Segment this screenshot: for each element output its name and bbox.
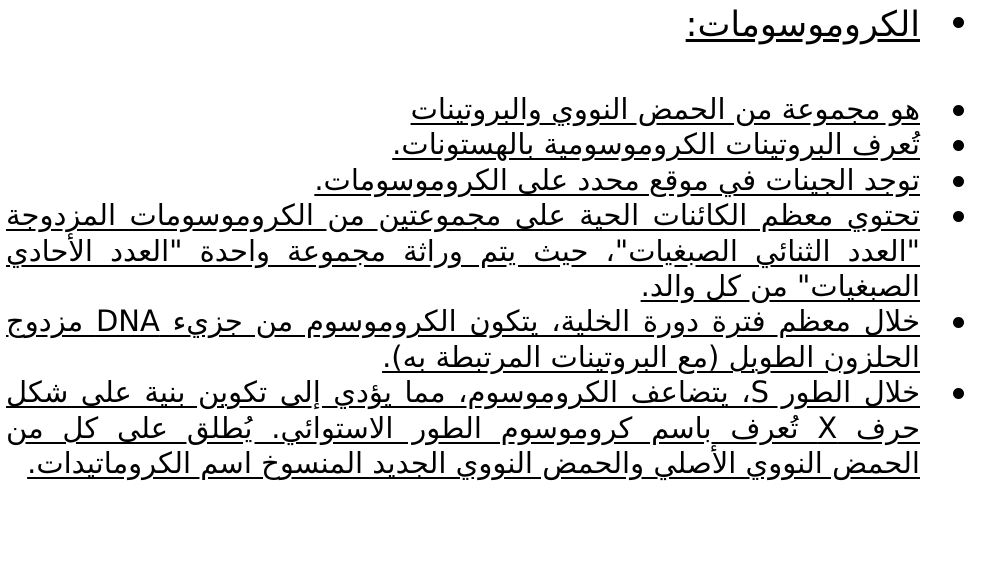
bullet-icon <box>953 176 964 187</box>
list-item-text: تحتوي معظم الكائنات الحية على مجموعتين من الكروموسومات المزدوجة "العدد الثنائي الصبغيات"، حيث يتم وراثة مجموعة واحدة "العدد الأحادي الصبغيات" من كل والد. <box>6 198 920 304</box>
list-item-text: توجد الجينات في موقع محدد على الكروموسومات. <box>314 162 920 197</box>
list-item <box>6 198 978 304</box>
list-item-text: هو مجموعة من الحمض النووي والبروتينات <box>410 92 920 126</box>
bullet-icon <box>953 17 964 28</box>
bullet-list <box>6 92 978 481</box>
bullet-icon <box>953 140 964 151</box>
list-item <box>6 375 978 481</box>
bullet-icon <box>953 317 964 328</box>
list-item <box>6 127 978 162</box>
heading-text: الكروموسومات: <box>685 5 920 45</box>
heading <box>6 4 978 46</box>
list-item-text: خلال الطور S، يتضاعف الكروموسوم، مما يؤدي إلى تكوين بنية على شكل حرف X تُعرف باسم كروموسوم الطور الاستوائي. يُطلق على كل من الحمض النووي الأصلي والحمض النووي الجديد المنسوخ اسم الكروماتيدات. <box>6 375 921 481</box>
bullet-icon <box>953 211 964 222</box>
bullet-icon <box>953 105 964 116</box>
slide <box>0 4 1000 567</box>
list-item-text: تُعرف البروتينات الكروموسومية بالهستونات. <box>392 127 920 162</box>
list-item <box>6 163 978 198</box>
list-item <box>6 304 978 375</box>
list-item-text: خلال معظم فترة دورة الخلية، يتكون الكروموسوم من جزيء DNA مزدوج الحلزون الطويل (مع البروتينات المرتبطة به). <box>6 304 920 374</box>
list-item <box>6 92 978 127</box>
bullet-icon <box>953 388 964 399</box>
